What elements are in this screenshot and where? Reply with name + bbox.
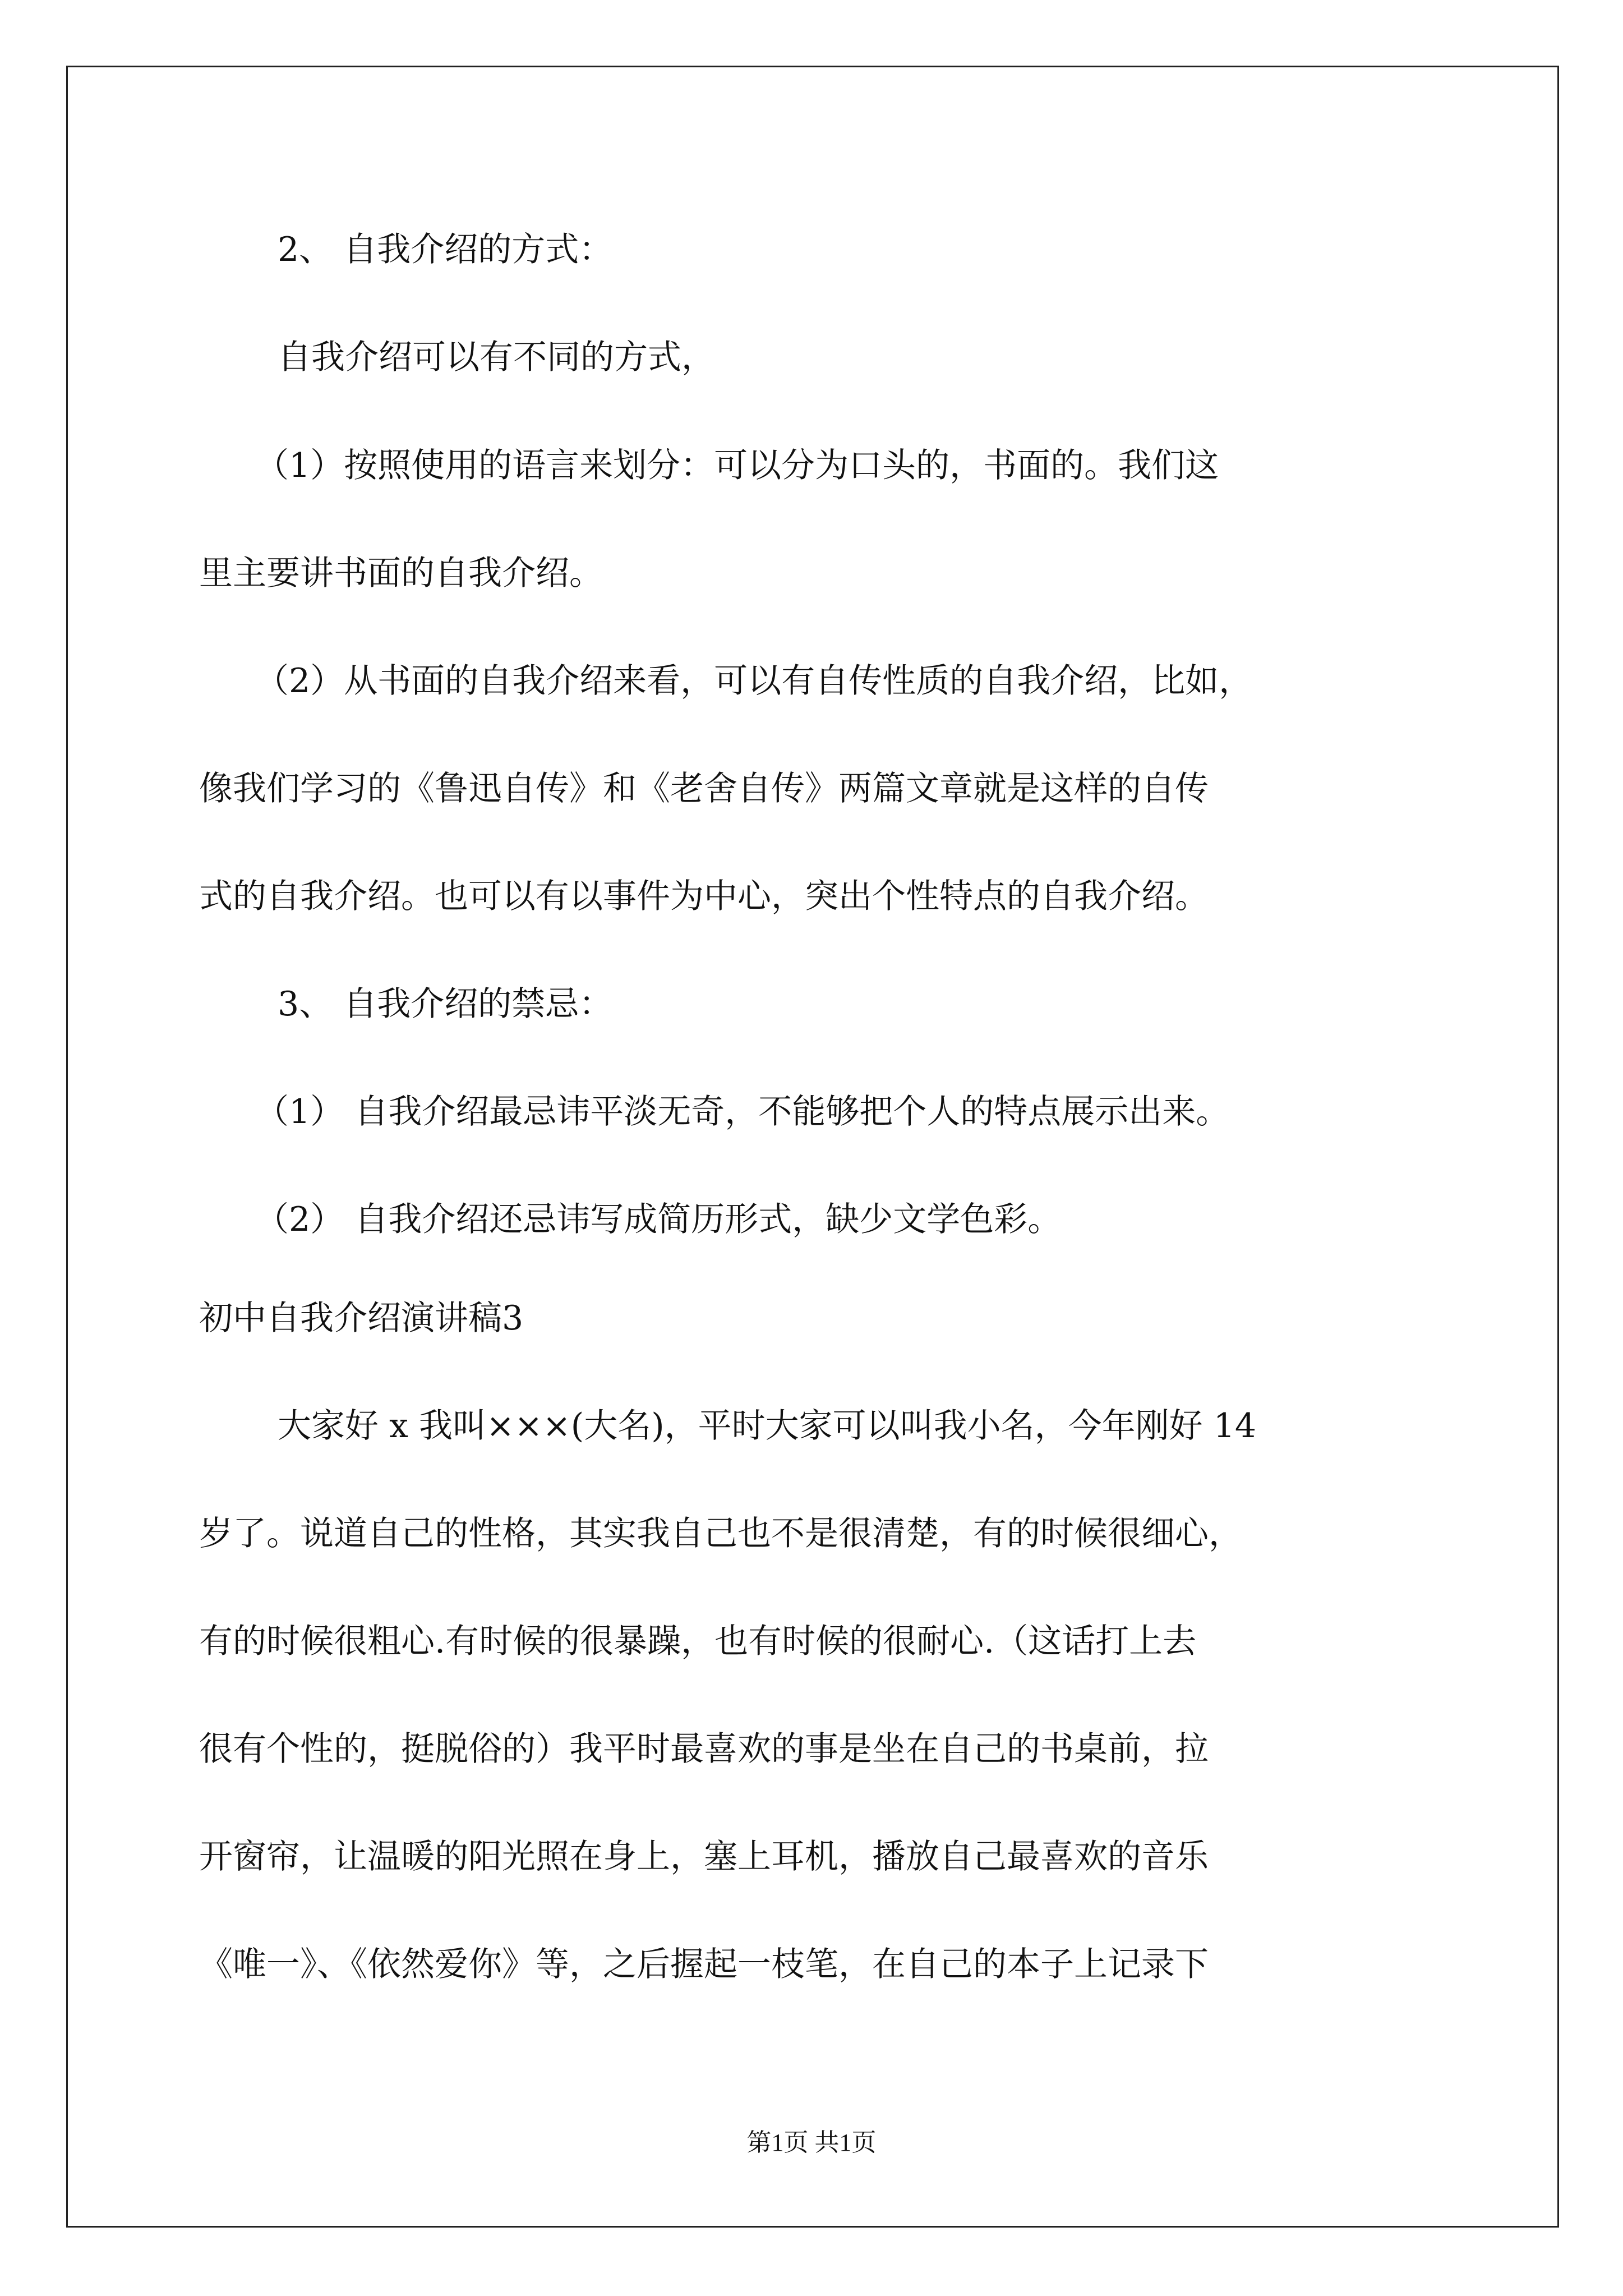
paragraph-line: （2）从书面的自我介绍来看，可以有自传性质的自我介绍，比如， bbox=[255, 661, 1253, 701]
paragraph-line: 《唯一》、《依然爱你》等，之后握起一枝笔，在自己的本子上记录下 bbox=[199, 1945, 1209, 1984]
speech-title: 初中自我介绍演讲稿3 bbox=[199, 1299, 524, 1338]
paragraph-line: 式的自我介绍。也可以有以事件为中心，突出个性特点的自我介绍。 bbox=[199, 877, 1209, 916]
paragraph-line: 岁了。说道自己的性格，其实我自己也不是很清楚，有的时候很细心， bbox=[199, 1514, 1242, 1553]
paragraph-line: （1） 自我介绍最忌讳平淡无奇，不能够把个人的特点展示出来。 bbox=[255, 1092, 1230, 1131]
section-heading-3: 3、 自我介绍的禁忌： bbox=[278, 984, 613, 1024]
paragraph-line: 开窗帘，让温暖的阳光照在身上，塞上耳机，播放自己最喜欢的音乐 bbox=[199, 1837, 1209, 1876]
section-heading-2: 2、 自我介绍的方式： bbox=[278, 230, 613, 269]
paragraph-line: 自我介绍可以有不同的方式， bbox=[278, 338, 715, 377]
paragraph-line: 大家好 x 我叫×××(大名)，平时大家可以叫我小名，今年刚好 14 bbox=[278, 1406, 1257, 1446]
page-footer: 第1页 共1页 bbox=[746, 2129, 877, 2156]
paragraph-line: 里主要讲书面的自我介绍。 bbox=[199, 554, 603, 593]
paragraph-line: 很有个性的，挺脱俗的）我平时最喜欢的事是坐在自己的书桌前，拉 bbox=[199, 1729, 1209, 1769]
page-border bbox=[66, 66, 1559, 2228]
paragraph-line: 有的时候很粗心.有时候的很暴躁，也有时候的很耐心.（这话打上去 bbox=[199, 1622, 1197, 1661]
paragraph-line: （1）按照使用的语言来划分：可以分为口头的，书面的。我们这 bbox=[255, 446, 1219, 485]
paragraph-line: （2） 自我介绍还忌讳写成简历形式，缺少文学色彩。 bbox=[255, 1200, 1062, 1239]
paragraph-line: 像我们学习的《鲁迅自传》和《老舍自传》两篇文章就是这样的自传 bbox=[199, 769, 1209, 808]
